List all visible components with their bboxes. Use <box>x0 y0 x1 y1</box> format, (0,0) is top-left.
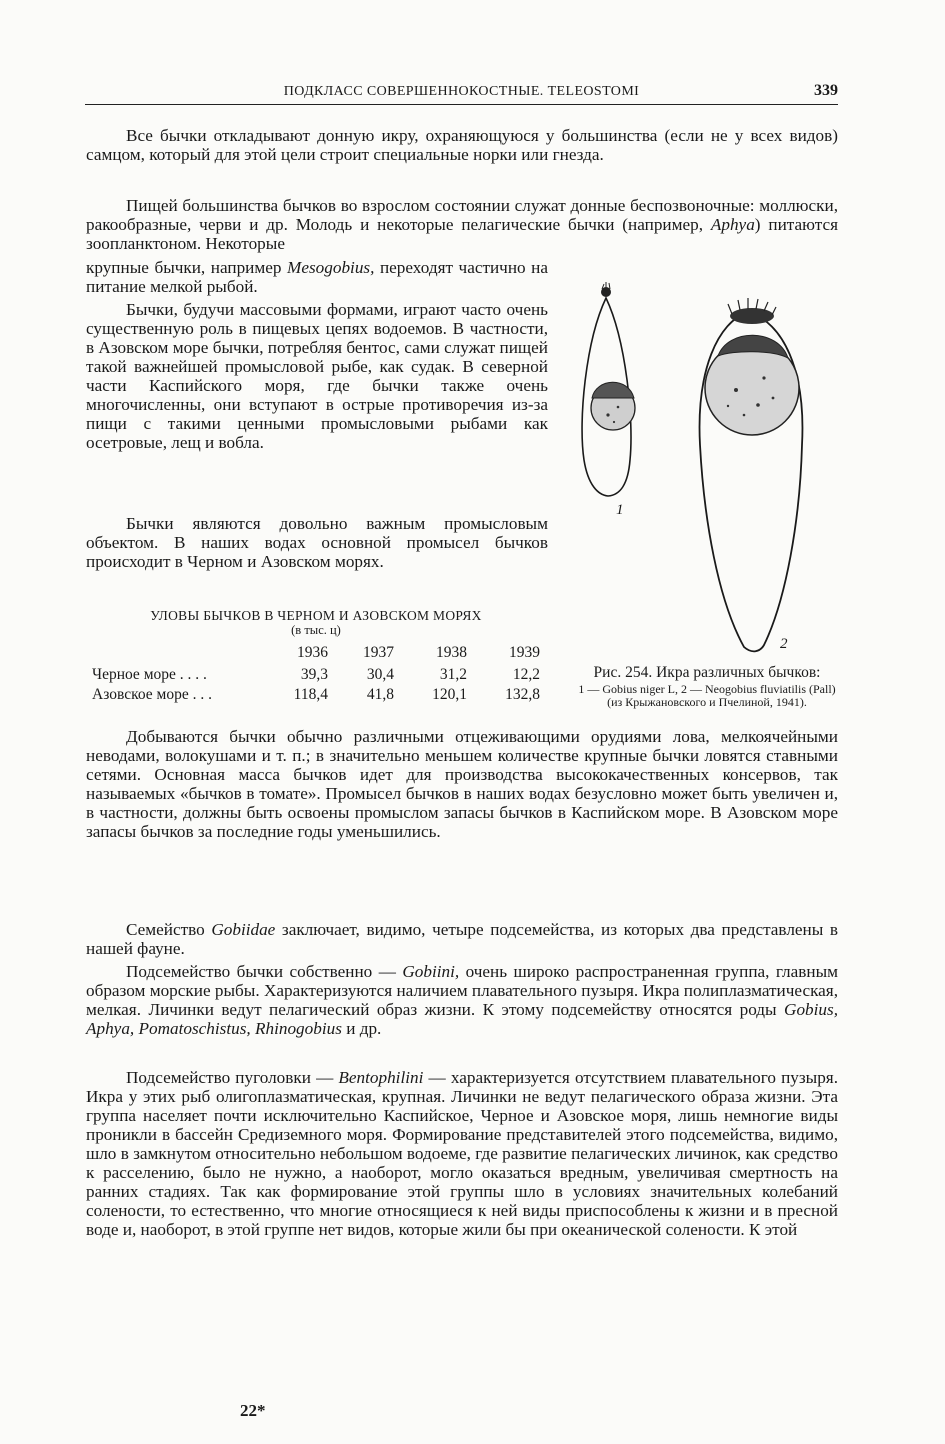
paragraph-2-text-b: ) питаются зоопланктоном. Некоторые <box>86 215 838 253</box>
table-cell: 118,4 <box>293 686 328 703</box>
signature-mark: 22* <box>240 1401 266 1420</box>
year-header: 1939 <box>509 644 540 661</box>
egg-figure <box>568 280 858 670</box>
genus-mesogobius: Mesogobius, <box>287 258 375 277</box>
paragraph-8 <box>86 962 838 1038</box>
paragraph-8-text-a: Подсемейство бычки собственно — <box>126 962 403 981</box>
year-header: 1938 <box>435 644 467 661</box>
table-cell: 132,8 <box>505 686 540 703</box>
paragraph-9-text-b: — характеризуется отсутствием плавательного пузыря. Икра у этих рыб олигоплазматическая, крупная. Личинки не ведут пелагического образа жизни. Эта группа населяет почти исключительно Каспийское, Черное и Азовское моря, лишь немногие виды проникли в бассейн Средиземного моря. Формирование представителей этого подсемейства, видимо, шло в замкнутом относительно небольшом водоеме, где развитие пелагических личинок, как средство к расселению, было не нужно, а наоборот, могло оказаться вредным, увеличивая смертность на ранних стадиях. Так как формирование этой группы шло в условиях значительных колебаний солености, то естественно, что многие относящиеся к ней виды приспособлены к жизни и в пресной воде и, наоборот, в этой группе нет видов, которые жили бы при океанической солености. К этой <box>86 1068 838 1239</box>
figure-label-2: 2 <box>780 636 788 652</box>
page-number: 339 <box>814 82 838 99</box>
paragraph-1: Все бычки откладывают донную икру, охраняющуюся у большинства (если не у всех видов) самцом, который для этой цели строит специальные норки или гнезда. <box>86 126 838 164</box>
paragraph-2 <box>86 196 838 253</box>
row-label: Азовское море . . . <box>92 686 212 703</box>
figure-caption <box>574 665 840 709</box>
subfamily-bentophilini: Bentophilini <box>338 1068 424 1087</box>
paragraph-7-text-b: заключает, видимо, четыре подсемейства, из которых два представлены в нашей фауне. <box>86 920 838 958</box>
subfamily-gobiini: Gobiini, <box>402 962 460 981</box>
table-cell: 41,8 <box>366 686 395 703</box>
catch-table <box>86 643 546 705</box>
egg-2-drawing <box>700 298 803 651</box>
figure-label-1: 1 <box>616 502 624 518</box>
table-cell: 30,4 <box>366 666 395 683</box>
running-header <box>85 80 838 105</box>
table-cell: 39,3 <box>300 666 328 683</box>
genus-aphya: Aphya <box>710 215 755 234</box>
paragraph-3 <box>86 258 548 296</box>
paragraph-3-text-b: переходят частично на питание мелкой рыбой. <box>86 258 548 296</box>
paragraph-6: Добываются бычки обычно различными отцеживающими орудиями лова, мелкоячейными неводами, волокушами и т. п.; в значительно меньшем количестве крупные бычки ловятся ставными сетями. Основная масса бычков идет для производства высококачественных консервов, так называемых «бычков в томате». Промысел бычков в наших водах безусловно может быть увеличен и, в частности, должны быть освоены промыслом запасы бычков в Каспийском море. В Азовском море запасы бычков за последние годы уменьшились. <box>86 727 838 841</box>
table-corner <box>86 643 262 665</box>
paragraph-4: Бычки, будучи массовыми формами, играют часто очень существенную роль в пищевых цепях водоемов. В частности, в Азовском море бычки, потребляя бентос, сами служат пищей такой важнейшей промысловой рыбе, как судак. В северной части Каспийского моря, где бычки также очень многочисленны, они вступают в острые противоречия из-за пищи с такими ценными промысловыми рыбами как осетровые, лещ и вобла. <box>86 300 548 452</box>
paragraph-2-text-a: Пищей большинства бычков во взрослом состоянии служат донные беспозвоночные: моллюски, ракообразные, черви и др. Молодь и некоторые пелагические бычки (например, <box>86 196 838 234</box>
caption-title: Рис. 254. Икра различных бычков: <box>593 664 821 681</box>
paragraph-8-text-c: и др. <box>341 1019 382 1038</box>
table-cell: 12,2 <box>512 666 540 683</box>
paragraph-5: Бычки являются довольно важным промысловым объектом. В наших водах основной промысел бычков происходит в Черном и Азовском морях. <box>86 514 548 571</box>
paragraph-3-text-a: крупные бычки, например <box>86 258 288 277</box>
table-title-text: УЛОВЫ БЫЧКОВ В ЧЕРНОМ И АЗОВСКОМ МОРЯХ <box>150 608 482 623</box>
row-label: Черное море . . . . <box>92 666 207 683</box>
family-gobiidae: Gobiidae <box>211 920 276 939</box>
paragraph-7 <box>86 920 838 958</box>
table-cell: 120,1 <box>432 686 467 703</box>
caption-text: 1 — Gobius niger L, 2 — Neogobius fluviatilis (Pall) (из Крыжановского и Пчелиной, 1941). <box>578 682 836 709</box>
table-cell: 31,2 <box>439 666 467 683</box>
egg-1-drawing <box>582 282 635 496</box>
paragraph-7-text-a: Семейство <box>126 920 212 939</box>
year-header: 1937 <box>363 644 395 661</box>
running-title: ПОДКЛАСС СОВЕРШЕННОКОСТНЫЕ. TELEOSTOMI <box>283 84 640 99</box>
genera-list: Gobius, Aphya, Pomatoschistus, Rhinogobius <box>86 1000 838 1038</box>
table-unit: (в тыс. ц) <box>291 623 341 637</box>
paragraph-9 <box>86 1068 838 1239</box>
egg-illustration <box>568 280 858 670</box>
paragraph-9-text-a: Подсемейство пуголовки — <box>126 1068 339 1087</box>
table-header-row <box>86 643 546 665</box>
table-row <box>86 665 546 685</box>
table-row <box>86 685 546 705</box>
year-header: 1936 <box>296 644 328 661</box>
table-title <box>86 608 546 638</box>
paragraph-8-text-b: очень широко распространенная группа, главным образом морские рыбы. Характеризуются наличием плавательного пузыря. Икра полиплазматическая, мелкая. Личинки ведут пелагический образ жизни. К этому подсемейству относятся роды <box>86 962 839 1019</box>
